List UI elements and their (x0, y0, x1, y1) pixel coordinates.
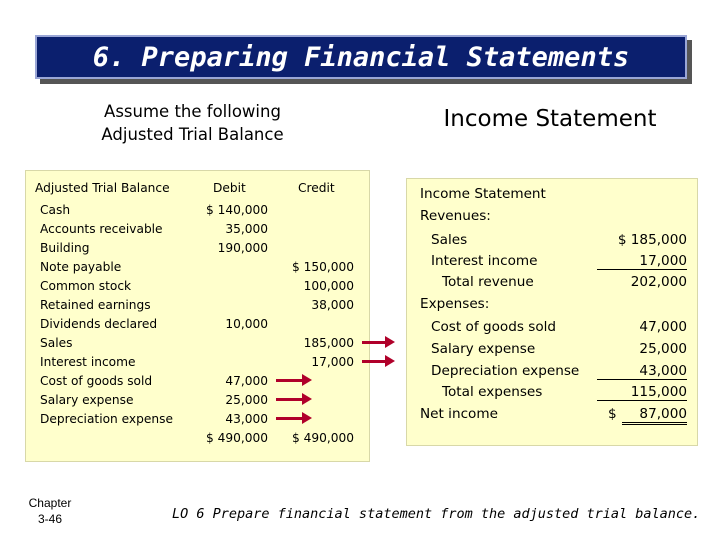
tb-header-account: Adjusted Trial Balance (35, 181, 170, 195)
is-header: Income Statement (420, 186, 546, 202)
is-depreciation-value: 43,000 (597, 363, 687, 380)
tb-debit: 43,000 (225, 412, 268, 426)
tb-credit: 17,000 (311, 355, 354, 369)
is-salary-label: Salary expense (431, 341, 536, 357)
tb-debit: $ 140,000 (205, 203, 268, 217)
tb-account: Sales (40, 336, 73, 350)
tb-account: Building (40, 241, 90, 255)
tb-account: Note payable (40, 260, 122, 274)
is-depreciation-label: Depreciation expense (431, 363, 580, 379)
tb-account: Cost of goods sold (40, 374, 153, 388)
tb-credit: 185,000 (303, 336, 354, 350)
tb-header-credit: Credit (298, 181, 335, 195)
tb-header-debit: Debit (213, 181, 246, 195)
is-expenses-label: Expenses: (420, 296, 490, 312)
is-total-revenue-label: Total revenue (442, 274, 534, 290)
tb-debit: 47,000 (225, 374, 268, 388)
chapter-label (18, 495, 82, 527)
tb-debit: 10,000 (225, 317, 268, 331)
is-total-expenses-label: Total expenses (442, 384, 543, 400)
is-total-expenses-value: 115,000 (597, 384, 687, 401)
tb-debit: 35,000 (225, 222, 268, 236)
is-interest-value: 17,000 (597, 253, 687, 270)
income-statement-panel (406, 178, 698, 446)
is-cogs-label: Cost of goods sold (431, 319, 557, 335)
arrow-depreciation-expense (276, 417, 304, 420)
is-net-income-label: Net income (420, 406, 498, 422)
income-statement-heading: Income Statement (443, 106, 657, 132)
arrow-cost-of-goods-sold (276, 379, 304, 382)
page-title: 6. Preparing Financial Statements (92, 41, 630, 73)
tb-account: Dividends declared (40, 317, 158, 331)
is-revenues-label: Revenues: (420, 208, 491, 224)
tb-account: Accounts receivable (40, 222, 163, 236)
tb-account: Salary expense (40, 393, 134, 407)
trial-balance-panel (25, 170, 370, 462)
assume-line-1: Assume the following (104, 102, 281, 121)
tb-total-debit: $ 490,000 (205, 431, 268, 445)
tb-account: Cash (40, 203, 71, 217)
chapter-line-2: 3-46 (37, 512, 63, 526)
arrow-sales (362, 341, 387, 344)
is-sales-value: $ 185,000 (617, 232, 687, 248)
is-net-income-dollar: $ (608, 406, 617, 422)
arrow-salary-expense (276, 398, 304, 401)
is-salary-value: 25,000 (639, 341, 687, 357)
tb-credit: 38,000 (311, 298, 354, 312)
assume-text (60, 100, 325, 146)
tb-account: Retained earnings (40, 298, 151, 312)
chapter-line-1: Chapter (28, 496, 72, 510)
learning-objective: LO 6 Prepare financial statement from the adjusted trial balance. (172, 506, 701, 522)
is-cogs-value: 47,000 (639, 319, 687, 335)
tb-account: Depreciation expense (40, 412, 173, 426)
tb-account: Interest income (40, 355, 136, 369)
tb-credit: 100,000 (303, 279, 354, 293)
tb-total-credit: $ 490,000 (291, 431, 354, 445)
is-total-revenue-value: 202,000 (630, 274, 687, 290)
is-sales-label: Sales (431, 232, 468, 248)
arrow-interest-income (362, 360, 387, 363)
tb-credit: $ 150,000 (291, 260, 354, 274)
assume-line-2: Adjusted Trial Balance (101, 125, 284, 144)
tb-debit: 190,000 (217, 241, 268, 255)
title-bar (35, 35, 687, 79)
is-net-income-value: 87,000 (622, 406, 687, 425)
tb-debit: 25,000 (225, 393, 268, 407)
tb-account: Common stock (40, 279, 132, 293)
is-interest-label: Interest income (431, 253, 538, 269)
